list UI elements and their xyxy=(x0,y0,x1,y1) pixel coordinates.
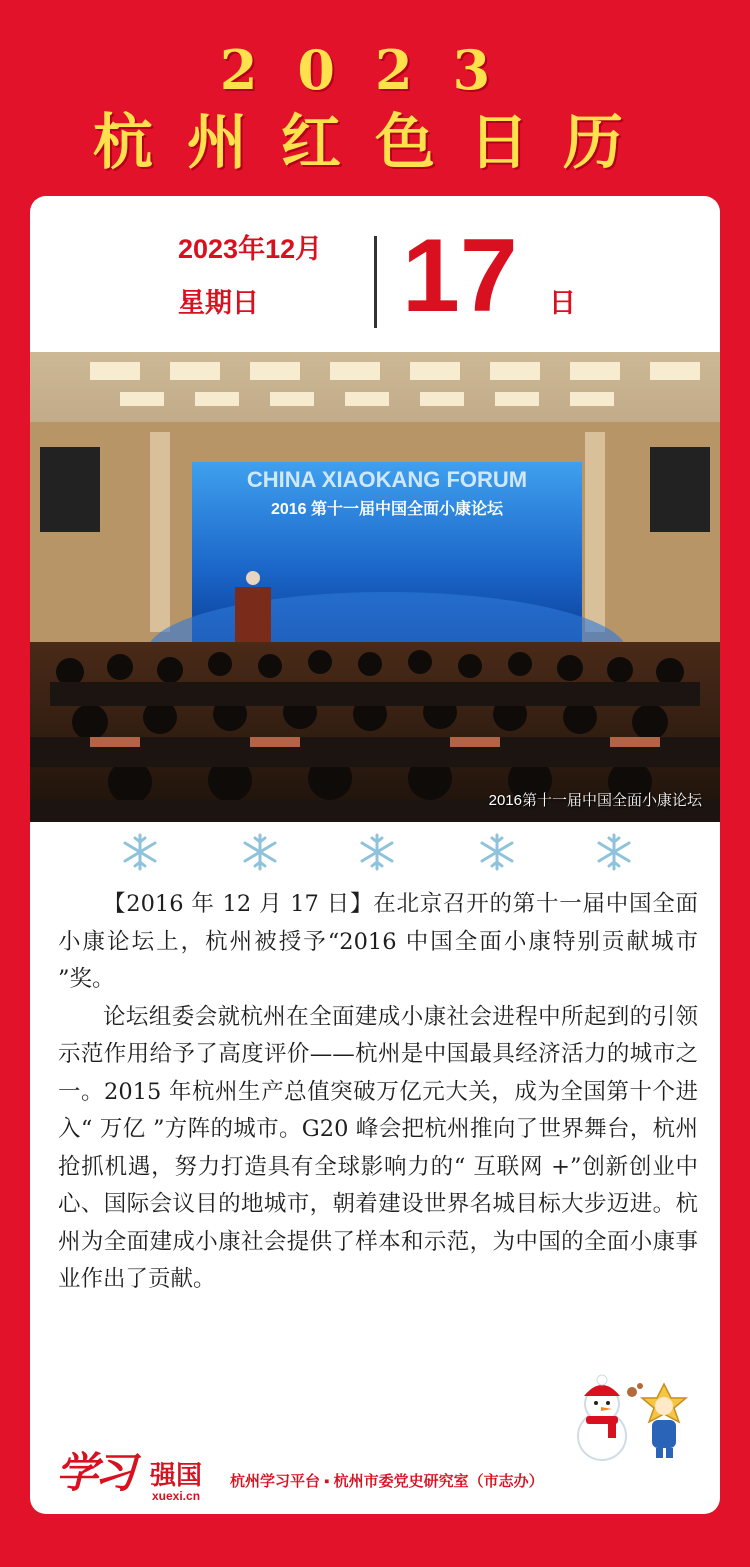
logo-script: 学习 xyxy=(56,1448,133,1497)
date-block xyxy=(30,196,720,352)
photo-caption: 2016第十一届中国全面小康论坛 xyxy=(488,792,702,809)
conference-hall-illustration xyxy=(30,352,720,822)
snowflake-icon xyxy=(594,832,634,872)
weekday: 星期日 xyxy=(178,288,259,318)
article-paragraph-1: 【2016 年 12 月 17 日】在北京召开的第十一届中国全面小康论坛上，杭州被授予“2016 中国全面小康特别贡献城市 ”奖。 xyxy=(58,891,698,992)
screen-banner-en: CHINA XIAOKANG FORUM xyxy=(246,467,528,492)
snowflake-icon xyxy=(120,832,160,872)
year-month: 2023年12月 xyxy=(178,234,323,264)
date-divider xyxy=(374,236,377,328)
article-body xyxy=(58,886,698,1299)
snowflake-icon xyxy=(357,832,397,872)
xuexi-qiangguo-logo xyxy=(56,1446,246,1506)
event-photo xyxy=(30,352,720,822)
snowflake-row xyxy=(30,832,720,882)
snowflake-icon xyxy=(477,832,517,872)
year-heading: 2023 xyxy=(219,38,531,102)
article-paragraph-2: 论坛组委会就杭州在全面建成小康社会进程中所起到的引领示范作用给予了高度评价——杭州是中国最具经济活力的城市之一。2015 年杭州生产总值突破万亿元大关，成为全国第十个进入“ 万亿 ”方阵的城市。G20 峰会把杭州推向了世界舞台，杭州抢抓机遇，努力打造具有全球影响力的“ 互联网 +”创新创业中心、国际会议目的地城市，朝着建设世界名城目标大步迈进。杭州为全面建成小康社会提供了样本和示范，为中国的全面小康事业作出了贡献。 xyxy=(58,1003,698,1292)
logo-main: 强国 xyxy=(150,1460,203,1490)
day-number: 17 xyxy=(402,218,518,334)
day-unit: 日 xyxy=(549,288,576,318)
snowflake-icon xyxy=(240,832,280,872)
screen-banner-cn: 2016 第十一届中国全面小康论坛 xyxy=(270,501,504,518)
logo-url: xuexi.cn xyxy=(152,1489,201,1503)
footer xyxy=(30,1426,720,1514)
footer-credits: 杭州学习平台 ▪ 杭州市委党史研究室（市志办） xyxy=(230,1473,544,1490)
calendar-card xyxy=(30,196,720,1514)
calendar-title: 杭州红色日历 xyxy=(93,108,657,178)
header xyxy=(0,0,750,195)
